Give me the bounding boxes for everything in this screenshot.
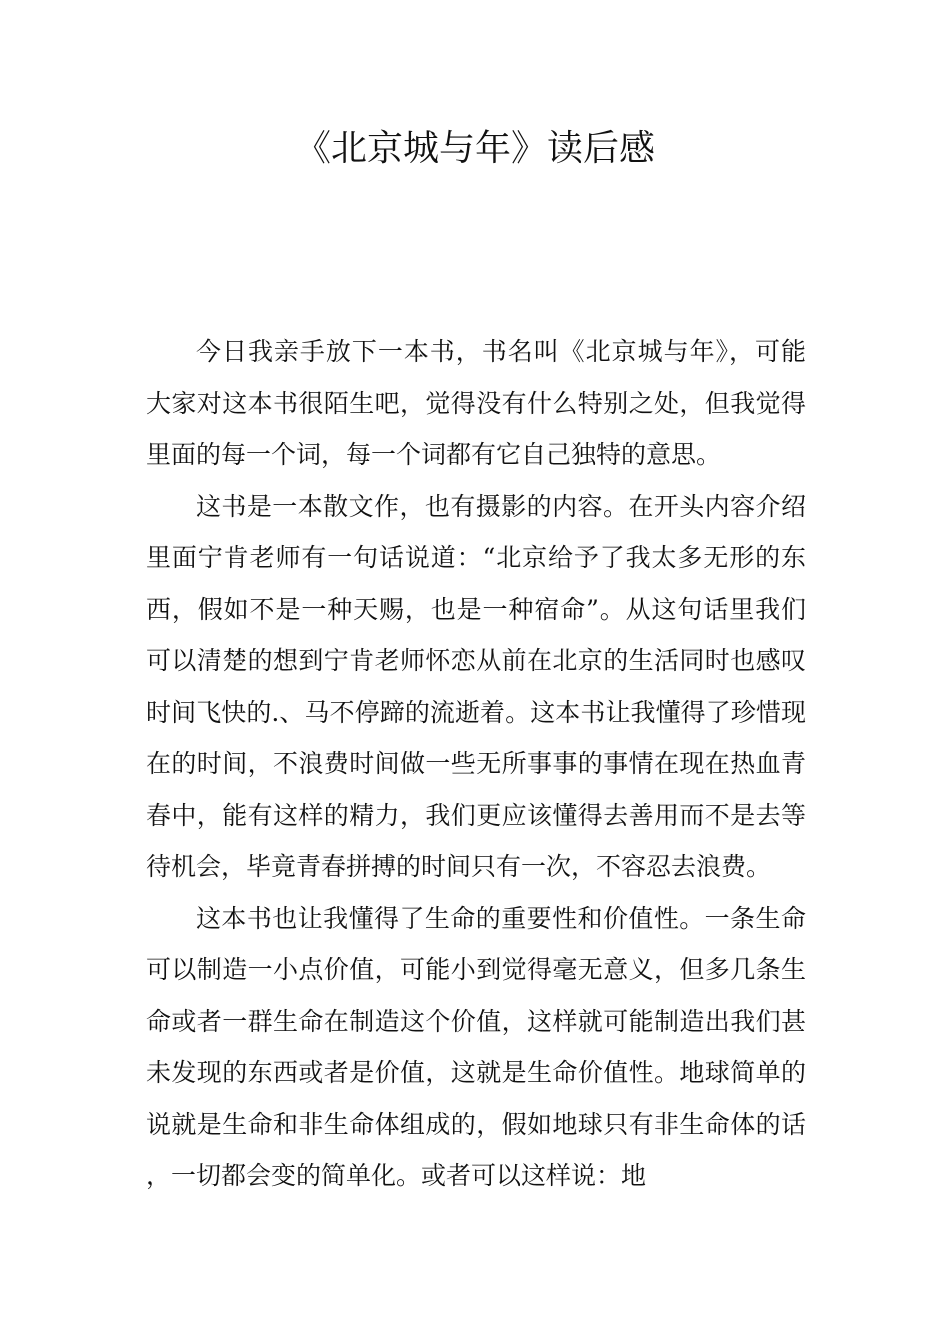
- paragraph-3: 这本书也让我懂得了生命的重要性和价值性。一条生命可以制造一小点价值，可能小到觉得毫无意义，但多几条生命或者一群生命在制造这个价值，这样就可能制造出我们甚未发现的东西或者是价值，这就是生命价值性。地球简单的说就是生命和非生命体组成的，假如地球只有非生命体的话，一切都会变的简单化。或者可以这样说：地: [146, 903, 806, 1190]
- document-body: [146, 326, 806, 1202]
- document-title: 《北京城与年》读后感: [294, 128, 655, 169]
- paragraph-2: 这书是一本散文作，也有摄影的内容。在开头内容介绍里面宁肯老师有一句话说道：“北京给予了我太多无形的东西，假如不是一种天赐，也是一种宿命”。从这句话里我们可以清楚的想到宁肯老师怀恋从前在北京的生活同时也感叹时间飞快的.、马不停蹄的流逝着。这本书让我懂得了珍惜现在的时间，不浪费时间做一些无所事事的事情在现在热血青春中，能有这样的精力，我们更应该懂得去善用而不是去等待机会，毕竟青春拼搏的时间只有一次，不容忍去浪费。: [146, 491, 806, 881]
- paragraph-1: 今日我亲手放下一本书，书名叫《北京城与年》，可能大家对这本书很陌生吧，觉得没有什么特别之处，但我觉得里面的每一个词，每一个词都有它自己独特的意思。: [146, 337, 806, 469]
